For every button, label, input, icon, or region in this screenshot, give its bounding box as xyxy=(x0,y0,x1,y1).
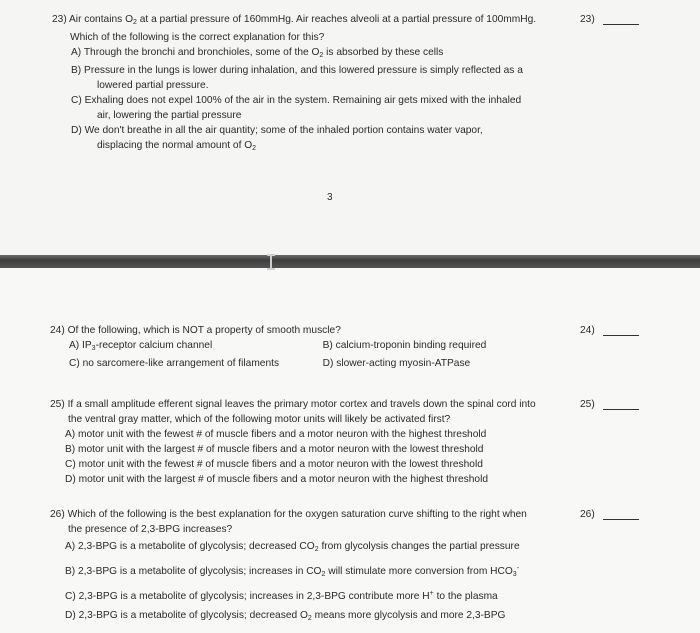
option-b[interactable]: B) calcium-troponin binding required xyxy=(322,340,487,351)
answer-blank[interactable] xyxy=(603,399,639,410)
option-d[interactable]: D) motor unit with the largest # of muscle fibers and a motor neuron with the highest threshold xyxy=(65,474,488,485)
option-a[interactable]: A) $IP_3$-receptor calcium channel xyxy=(69,340,213,352)
question-24 xyxy=(50,323,580,371)
answer-25[interactable]: 25) xyxy=(580,399,639,410)
question-stem-line: Which of the following is the correct explanation for this? xyxy=(70,32,325,43)
option-b[interactable]: B) Pressure in the lungs is lower during inhalation, and this lowered pressure is simply reflected as a lowered partial pressure. xyxy=(71,65,523,91)
answer-26[interactable]: 26) xyxy=(580,509,639,520)
option-a[interactable]: A) Through the bronchi and bronchioles, some of the $O_2$ is absorbed by these cells xyxy=(71,47,444,59)
option-a[interactable]: A) motor unit with the fewest # of muscle fibers and a motor neuron with the highest threshold xyxy=(65,429,487,440)
answer-blank[interactable] xyxy=(603,509,639,520)
option-c[interactable]: C) motor unit with the fewest # of muscle fibers and a motor neuron with the lowest threshold xyxy=(65,459,483,470)
page-gap xyxy=(0,255,700,268)
option-d[interactable]: D) 2,3-BPG is a metabolite of glycolysis; decreased $O_2$ means more glycolysis and more 2,3-BPG xyxy=(65,610,506,622)
question-number: 24) xyxy=(50,325,65,336)
page-number: 3 xyxy=(327,192,333,203)
option-c[interactable]: C) 2,3-BPG is a metabolite of glycolysis; increases in 2,3-BPG contribute more H+ to the plasma xyxy=(65,590,498,602)
option-a[interactable]: A) 2,3-BPG is a metabolite of glycolysis; decreased $CO_2$ from glycolysis changes the partial pressure xyxy=(65,541,520,553)
question-number: 26) xyxy=(50,509,65,520)
option-d[interactable]: D) slower-acting myosin-ATPase xyxy=(322,358,471,369)
answer-24[interactable]: 24) xyxy=(580,325,639,336)
question-23 xyxy=(52,12,572,156)
question-stem: 26) Which of the following is the best explanation for the oxygen saturation curve shifting to the right when xyxy=(50,509,527,520)
answer-blank[interactable] xyxy=(603,14,639,25)
question-26 xyxy=(50,507,580,628)
question-number: 25) xyxy=(50,399,65,410)
option-c[interactable]: C) no sarcomere-like arrangement of filaments xyxy=(69,358,280,369)
answer-blank[interactable] xyxy=(603,325,639,336)
question-stem: 25) If a small amplitude efferent signal leaves the primary motor cortex and travels down the spinal cord into xyxy=(50,399,536,410)
question-stem-line: the presence of 2,3-BPG increases? xyxy=(68,524,233,535)
question-stem: 24) Of the following, which is NOT a property of smooth muscle? xyxy=(50,325,341,336)
question-stem-line: the ventral gray matter, which of the following motor units will likely be activated first? xyxy=(68,414,451,425)
option-d[interactable]: D) We don't breathe in all the air quantity; some of the inhaled portion contains water vapor, displacing the normal amount of $O_2$ xyxy=(71,125,483,152)
question-stem: 23) Air contains $O_2$ at a partial pressure of 160mmHg. Air reaches alveoli at a partial pressure of 100mmHg. xyxy=(52,14,537,26)
option-b[interactable]: B) motor unit with the largest # of muscle fibers and a motor neuron with the lowest threshold xyxy=(65,444,484,455)
option-b[interactable]: B) 2,3-BPG is a metabolite of glycolysis; increases in $CO_2$ will stimulate more conversion from $HCO_3^-$ xyxy=(65,565,520,578)
question-25 xyxy=(50,397,580,487)
question-number: 23) xyxy=(52,14,67,25)
option-c[interactable]: C) Exhaling does not expel 100% of the air in the system. Remaining air gets mixed with the inhaled air, lowering the partial pressure xyxy=(71,95,522,121)
text-cursor-icon xyxy=(264,254,278,270)
answer-23[interactable]: 23) xyxy=(580,14,639,25)
